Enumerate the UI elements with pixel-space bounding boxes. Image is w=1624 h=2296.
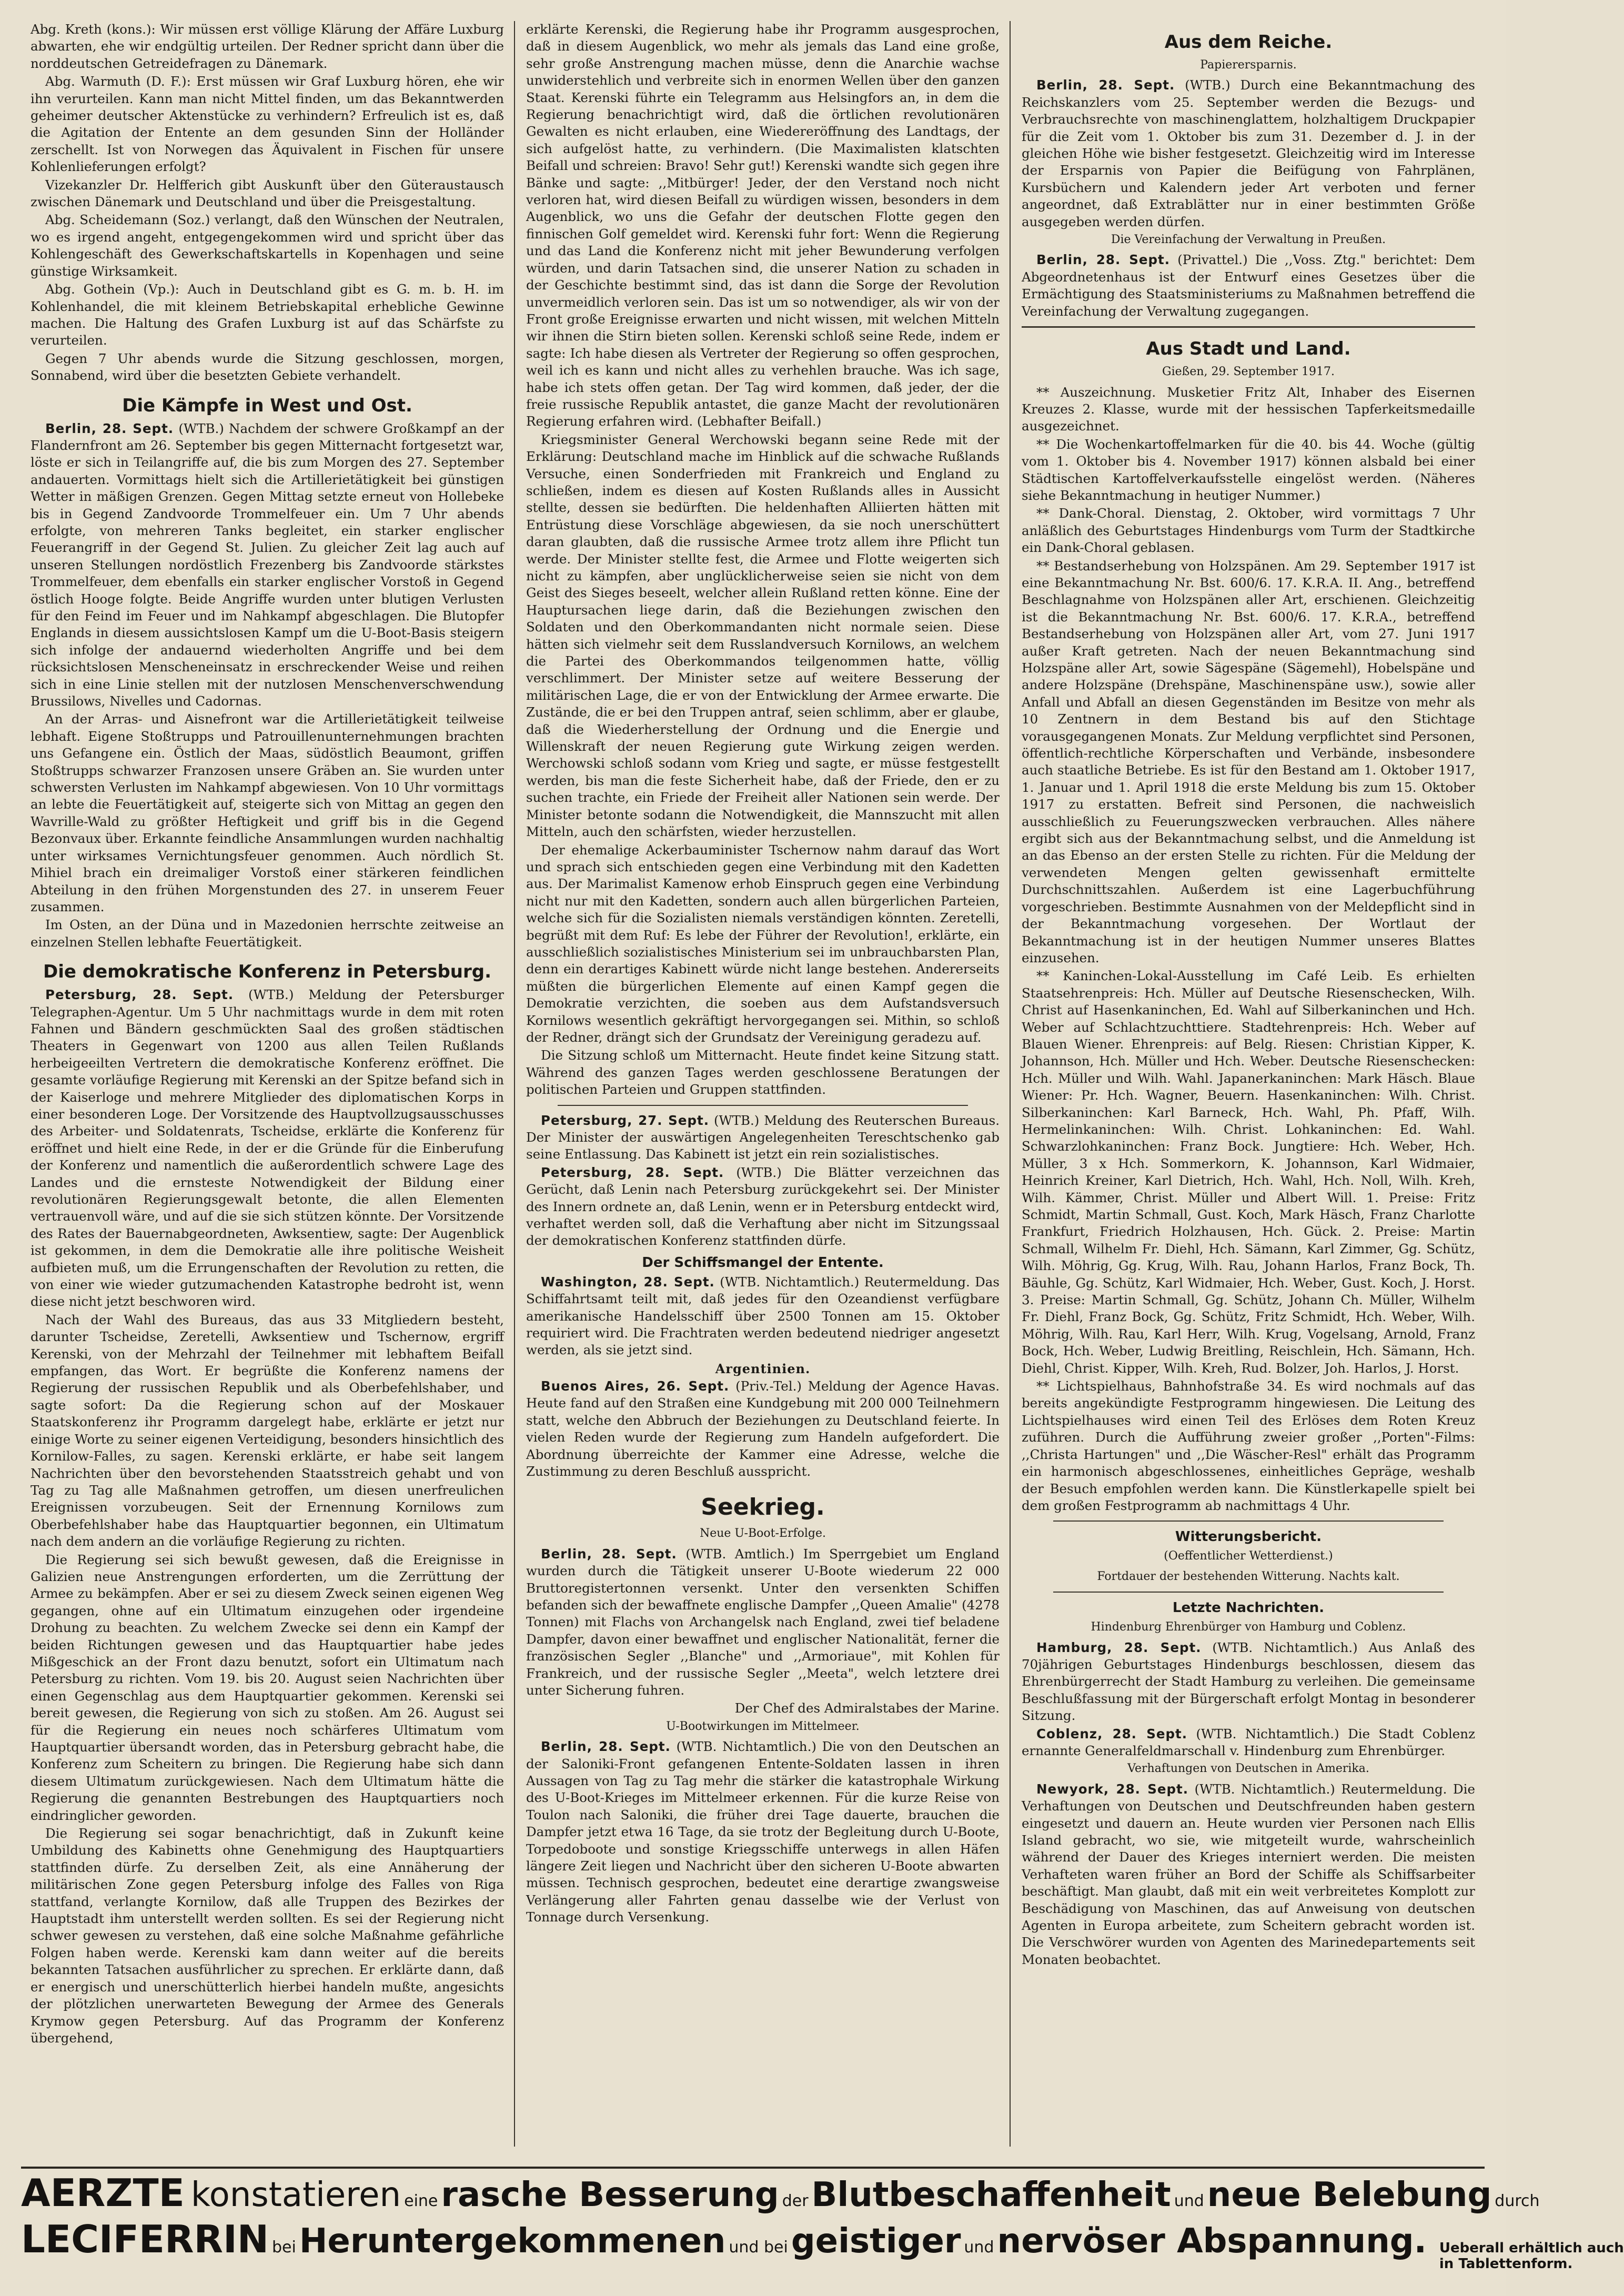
paragraph: Die Regierung sei sogar benachrichtigt, daß in Zukunft keine Umbildung des Kabinetts ohne Genehmigung des Hauptquartiers stattfinden dürfe. Zu derselben Zeit, als eine Annäherung der militärischen Zone gegen Petersburg infolge des Falles von Riga stattfand, verlangte Kornilow, daß alle Truppen des Bezirkes der Hauptstadt ihm unterstellt werden sollten. Es sei der Regierung nicht schwer gewesen zu verstehen, daß eine solche Maßnahme gefährliche Folgen haben werde. Kerenski kam dann weiter auf die bereits bekannten Tatsachen ausführlicher zu sprechen. Er erklärte dann, daß er energisch und unerschütterlich hierbei handeln mußte, angesichts der plötzlichen unerwarteten Bewegung der Armee des Generals Krymow gegen Petersburg. Auf das Programm der Konferenz übergehend, bbox=[31, 1826, 504, 2046]
ad-word: und bbox=[1174, 2192, 1204, 2210]
paragraph bbox=[1022, 1726, 1475, 1760]
divider bbox=[1053, 1592, 1444, 1593]
paragraph bbox=[526, 1274, 1000, 1359]
ad-word: Heruntergekommenen bbox=[299, 2222, 726, 2261]
dateline: Berlin, 28. Sept. bbox=[541, 1546, 677, 1562]
signature-line: Der Chef des Admiralstabes der Marine. bbox=[734, 1700, 1000, 1716]
paragraph-text: (WTB. Nichtamtlich.) Aus Anlaß des 70jährigen Geburtstages Hindenburgs beschlossen, diesem das Ehrenbürgerrecht der Stadt Hamburg zu verleihen. Die gemeinsame Beschlußfassung mit der Bürgerschaft erfolgt Montag in besonderer Sitzung. bbox=[1022, 1639, 1475, 1724]
paragraph: Abg. Scheidemann (Soz.) verlangt, daß den Wünschen der Neutralen, wo es irgend angeht, entgegengekommen wird und spricht über das Kohlengeschäft des Gewerkschaftskartells in Kopenhagen und seine günstige Wirksamkeit. bbox=[31, 212, 504, 279]
ad-word: nervöser Abspannung. bbox=[997, 2222, 1427, 2261]
paragraph bbox=[1022, 1781, 1475, 1968]
ad-note bbox=[1439, 2240, 1624, 2272]
weather-service: (Oeffentlicher Wetterdienst.) bbox=[1164, 1549, 1333, 1563]
dateline: Petersburg, 27. Sept. bbox=[541, 1112, 710, 1128]
article-subheadline: Neue U-Boot-Erfolge. bbox=[699, 1527, 826, 1540]
paragraph: Abg. Warmuth (D. F.): Erst müssen wir Graf Luxburg hören, ehe wir ihn verurteilen. Kann man nicht Mittel finden, um das Bekanntwerden geheimer deutscher Aktenstücke zu verhindern? Erfreulich ist es, daß die Agitation der Entente an dem gesunden Sinn der Holländer zerschellt. Ist von Norwegen das Äquivalent in Fischen für unsere Kohlenlieferungen erfolgt? bbox=[31, 74, 504, 175]
dateline: Buenos Aires, 26. Sept. bbox=[541, 1378, 730, 1394]
ad-word: eine bbox=[404, 2192, 438, 2210]
paragraph: ** Dank-Choral. Dienstag, 2. Oktober, wird vormittags 7 Uhr anläßlich des Geburtstages Hindenburgs vom Turm der Stadtkirche ein Dank-Choral geblasen. bbox=[1022, 506, 1475, 556]
paragraph: Im Osten, an der Düna und in Mazedonien herrschte zeitweise an einzelnen Stellen lebhafte Feuertätigkeit. bbox=[31, 917, 504, 950]
paragraph-text: (WTB. Nichtamtlich.) Reutermeldung. Die Verhaftungen von Deutschen und Deutschfreunden haben gestern eingesetzt und dauern an. Heute wurden vier Personen nach Ellis Island gebracht, wo sie, wie mitgeteilt wurde, wahrscheinlich während der Dauer des Krieges interniert werden. Die meisten Verhafteten waren früher an Bord der Schiffe als Schiffsarbeiter beschäftigt. Man glaubt, daß mit ein weit verbreitetes Komplott zur Beschädigung von Maschinen, das auf Anweisung von deutschen Agenten in Europa arbeitete, zum Scheitern gebracht worden ist. Die Verschwörer wurden von Agenten des Marinedepartements seit Monaten beobachtet. bbox=[1022, 1781, 1475, 1967]
paragraph: Gegen 7 Uhr abends wurde die Sitzung geschlossen, morgen, Sonnabend, wird über die besetzten Gebiete verhandelt. bbox=[31, 350, 504, 384]
paragraph: Die Sitzung schloß um Mitternacht. Heute findet keine Sitzung statt. Während des ganzen Tages werden geschlossene Beratungen der politischen Parteien und Gruppen stattfinden. bbox=[526, 1048, 1000, 1097]
column-3 bbox=[1022, 21, 1475, 2152]
article-headline: Die demokratische Konferenz in Petersburg. bbox=[43, 961, 492, 983]
paragraph bbox=[526, 1546, 1000, 1699]
dateline: Coblenz, 28. Sept. bbox=[1036, 1726, 1188, 1741]
paragraph-text: (WTB.) Durch eine Bekanntmachung des Reichskanzlers vom 25. September werden die Bezugs- und Verbrauchsrechte von maschinenglattem, holzhaltigem Druckpapier für die Zeit vom 1. Oktober bis zum 31. Dezember d. J. in der gleichen Höhe wie bisher festgesetzt. Gleichzeitig wird im Interesse der Ersparnis von Papier die Beifügung von Fahrplänen, Kursbüchern und Kalendern jeder Art verboten und ferner angeordnet, daß Extrablätter nur in einer bestimmten Größe ausgegeben werden dürfen. bbox=[1022, 77, 1475, 229]
ad-word: rasche Besserung bbox=[441, 2176, 779, 2214]
divider bbox=[1053, 1520, 1444, 1522]
ad-word: und bei bbox=[729, 2238, 788, 2257]
paragraph: erklärte Kerenski, die Regierung habe ihr Programm ausgesprochen, daß in diesem Augenblick, wo mehr als jemals das Land eine große, sehr große Anstrengung machen müsse, denn die Anarchie wachse unwiderstehlich und verbreite sich in enormen Wellen über den ganzen Staat. Kerenski führte ein Telegramm aus Helsingfors an, in dem die Regierung benachrichtigt wird, daß die örtlichen revolutionären Gewalten es nicht erlauben, eine Wiedereröffnung des Landtags, der sich aufgelöst hatte, zu verhindern. (Die Maximalisten klatschten Beifall und schreien: Bravo! Sehr gut!) Kerenski wandte sich gegen ihre Bänke und sagte: ,,Mitbürger! Jeder, der den Verstand noch nicht verloren hat, wird diesen Beifall zu würdigen wissen, besonders in dem Augenblick, wo uns die Gefahr der deutschen Flotte gegen den finnischen Golf gemeldet wird. Kerenski fuhr fort: Wenn die Regierung und das Land die Konferenz nicht mit jeher Bewunderung verfolgen würden, und darin Tatsachen sind, die unserer Nation zu schaden in der Geschichte bestimmt sind, das ist dann die Sorge der Revolution unvermeidlich verloren sein. Das ist um so notwendiger, als wir von der Front große Ereignisse erwarten und nicht wissen, mit welchen Mitteln wir ihnen die Stirn bieten sollen. Kerenski schloß seine Rede, indem er sagte: Ich habe diesen als Vertreter der Regierung so offen gesprochen, weil ich es kann und nicht alles zu verhehlen brauche. Was ich sage, habe ich stets offen getan. Der Tag wird kommen, daß jeder, der die freie russische Republik antastet, die ganze Macht der revolutionären Regierung erfahren wird. (Lebhafter Beifall.) bbox=[526, 22, 1000, 429]
paragraph: Kriegsminister General Werchowski begann seine Rede mit der Erklärung: Deutschland mache im Hinblick auf die schwache Rußlands Versuche, einen Sonderfrieden mit Frankreich und England zu schließen, indem es diesen auf Kosten Rußlands alles in Aussicht stellte, dessen sie bedürften. Die heldenhaften Alliierten hätten mit Entrüstung diese Vorschläge abgewiesen, da sie noch unerschüttert daran glaubten, daß die russische Armee trotz allem ihre Pflicht tun werde. Der Minister stellte fest, die Armee und Flotte weigerten sich nicht zu kämpfen, aber unglücklicherweise seien sie nicht von dem Geist des Sieges beseelt, welcher allein Rußland retten könne. Eine der Hauptursachen liege darin, daß die Beziehungen zwischen den Soldaten und den Oberkommandanten nicht normale seien. Diese hätten sich vielmehr seit dem Russlandversuch Kornilows, an welchem die Partei des Oberkommandos teilgenommen hatte, völlig verschlimmert. Der Minister setze auf weitere Besserung der militärischen Lage, die er von der Entwicklung der Armee erwarte. Die Zustände, die er bei den Truppen antraf, seien schlimm, aber er glaube, daß die Wiederherstellung der Ordnung und die Energie und Willenskraft der neuen Regierung gute Wirkung zeigen werden. Werchowski schloß sodann vom Krieg und sagte, er müsse festgestellt werden, bis man die feste Sicherheit habe, daß der Friede, den er zu suchen trachte, ein Friede der Freiheit aller Nationen sein werde. Der Minister betonte sodann die Notwendigkeit, die Mannszucht mit allen Mitteln, auch den schärfsten, wieder herzustellen. bbox=[526, 431, 1000, 840]
article-subheadline: Papierersparnis. bbox=[1200, 58, 1297, 72]
ad-product-name: LECIFERRIN bbox=[21, 2217, 269, 2261]
paragraph: Der ehemalige Ackerbauminister Tschernow nahm darauf das Wort und sprach sich entschieden gegen eine Verbindung mit den Kadetten aus. Der Marimalist Kamenow erhob Einspruch gegen eine Verbindung nicht nur mit den Kadetten, sondern auch allen bürgerlichen Parteien, welche sich für die Sozialisten niemals verständigen könnten. Zeretelli, begrüßt mit dem Ruf: Es lebe der Führer der Revolution!, erklärte, ein ausschließlich sozialistisches Ministerium sei im unbrauchbarsten Plan, denn ein derartiges Kabinett würde nicht lange bestehen. Andererseits müßten die bürgerlichen Elemente auf einen Kampf gegen die Demokratie verzichten, die soeben aus dem Aufstandsversuch Kornilows wesentlich gekräftigt hervorgegangen sei. Mithin, so schloß der Redner, drängt sich der Grundsatz der Vereinigung geradezu auf. bbox=[526, 842, 1000, 1045]
ad-word: und bbox=[964, 2238, 994, 2257]
paragraph: Vizekanzler Dr. Helfferich gibt Auskunft über den Güteraustausch zwischen Dänemark und Deutschland und über die Preisgestaltung. bbox=[31, 177, 504, 210]
article-subheadline: U-Bootwirkungen im Mittelmeer. bbox=[666, 1719, 860, 1733]
section-headline: Seekrieg. bbox=[701, 1494, 825, 1521]
paragraph: ** Die Wochenkartoffelmarken für die 40. bis 44. Woche (gültig vom 1. Oktober bis 4. November 1917) können alsbald bei einer Städtischen Kartoffelverkaufsstelle eingelöst werden. (Näheres siehe Bekanntmachung in heutiger Nummer.) bbox=[1022, 436, 1475, 503]
column-1 bbox=[31, 21, 504, 2152]
paragraph: Nach der Wahl des Bureaus, das aus 33 Mitgliedern besteht, darunter Tscheidse, Zeretelli, Awksentiew und Tschernow, ergriff Kerenski, von der Mehrzahl der Teilnehmer mit lebhaftem Beifall empfangen, das Wort. Er begrüßte die Konferenz namens der Regierung der russischen Republik und als Oberbefehlshaber, und sagte sofort: Da die Regierung schon auf der Moskauer Staatskonferenz ihr Programm dargelegt habe, erklärte er jetzt nur einige Worte zu seiner eigenen Verteidigung, besonders hinsichtlich des Kornilow-Falles, zu sagen. Kerenski erklärte, er habe seit langem Nachrichten über den bevorstehenden Staatsstreich gehabt und von Tag zu Tag alle Maßnahmen getroffen, um diesen unerfreulichen Ereignissen vorzubeugen. Seit der Ernennung Kornilows zum Oberbefehlshaber habe das Hauptquartier begonnen, ein Ultimatum nach dem andern an die vorläufige Regierung zu richten. bbox=[31, 1312, 504, 1549]
paragraph: An der Arras- und Aisnefront war die Artillerietätigkeit teilweise lebhaft. Eigene Stoßtrupps und Patrouillenunternehmungen brachten uns Gefangene ein. Östlich der Maas, südöstlich Beaumont, griffen Stoßtrupps schwarzer Franzosen unsere Gräben an. Sie wurden unter schwersten Verlusten im Nahkampf abgewiesen. Von 10 Uhr vormittags an lebte die Feuertätigkeit auf, steigerte sich von Mittag an gegen den Wavrille-Wald zu größter Heftigkeit und griff bis in die Gegend Bezonvaux über. Erkannte feindliche Ansammlungen wurden nachhaltig unter wirksames Vernichtungsfeuer genommen. Auch nördlich St. Mihiel brach ein dreimaliger Vorstoß einer stärkeren feindlichen Abteilung in den frühen Morgenstunden des 27. in unserem Feuer zusammen. bbox=[31, 711, 504, 914]
ad-note-line: in Tablettenform. bbox=[1439, 2256, 1573, 2272]
paragraph-text: (WTB. Nichtamtlich.) Die von den Deutschen an der Saloniki-Front gefangenen Entente-Soldaten lassen in ihren Aussagen von Tag zu Tag mehr die stärker die katastrophale Wirkung des U-Boot-Krieges im Mittelmeer erkennen. Für die kurze Reise von Toulon nach Saloniki, die früher drei Tage dauerte, brauchen die Dampfer jetzt etwa 16 Tage, da sie trotz der Begleitung durch U-Boote, Torpedoboote und sonstige Kriegsschiffe unterwegs in allen Häfen längere Zeit liegen und Nachricht über den sicheren U-Boote abwarten müssen. Technisch gesprochen, bedeutet eine derartige zwangsweise Verlängerung aller Fahrten genau dasselbe wie der Verlust von Tonnage durch Versenkung. bbox=[526, 1739, 1000, 1925]
article-subheadline: Verhaftungen von Deutschen in Amerika. bbox=[1127, 1762, 1369, 1776]
ad-word: durch bbox=[1495, 2192, 1540, 2210]
paragraph-text: (WTB. Nichtamtlich.) Die Stadt Coblenz ernannte Generalfeldmarschall v. Hindenburg zum Ehrenbürger. bbox=[1022, 1726, 1475, 1758]
weather-forecast: Fortdauer der bestehenden Witterung. Nachts kalt. bbox=[1097, 1569, 1400, 1583]
divider bbox=[1022, 326, 1475, 328]
article-subheadline: Die Vereinfachung der Verwaltung in Preußen. bbox=[1111, 233, 1386, 247]
dateline: Berlin, 28. Sept. bbox=[1036, 252, 1171, 268]
ad-line bbox=[21, 2171, 1540, 2215]
paragraph: Abg. Kreth (kons.): Wir müssen erst völlige Klärung der Affäre Luxburg abwarten, ehe wir endgültig urteilen. Der Redner spricht dann über die norddeutschen Getreidefragen zu Dänemark. bbox=[31, 22, 504, 71]
article-headline: Der Schiffsmangel der Entente. bbox=[642, 1254, 884, 1271]
paragraph: ** Lichtspielhaus, Bahnhofstraße 34. Es wird nochmals auf das bereits angekündigte Festprogramm hingewiesen. Die Leitung des Lichtspielhauses wird einen Teil des Erlöses dem Roten Kreuz zuführen. Durch die Aufführung zweier großer ,,Porten"-Films: ,,Christa Hartungen" und ,,Die Wäscher-Resl" erhält das Programm ein harmonisch abgeschlossenes, einheitliches Gepräge, weshalb der Besuch empfohlen werden kann. Die Künstlerkapelle spielt bei dem großen Festprogramm ab nachmittags 4 Uhr. bbox=[1022, 1378, 1475, 1513]
paragraph-text: (WTB.) Die Blätter verzeichnen das Gerücht, daß Lenin nach Petersburg zurückgekehrt sei. Der Minister des Innern ordnete an, daß Lenin, wenn er in Petersburg entdeckt wird, verhaftet werden soll, daß die Verhaftung aber nicht im Sitzungssaal der demokratischen Konferenz stattfinden dürfe. bbox=[526, 1164, 1000, 1248]
column-rule bbox=[1010, 21, 1011, 2147]
section-headline: Aus dem Reiche. bbox=[1164, 32, 1333, 53]
paragraph bbox=[526, 1738, 1000, 1926]
ad-note-line: Ueberall erhältlich auch bbox=[1439, 2240, 1624, 2256]
paragraph-text: (WTB.) Nachdem der schwere Großkampf an der Flandernfront am 26. September bis gegen Mitternacht fortgesetzt war, löste er sich in Teilangriffe auf, die bis zum Morgen des 27. September andauerten. Vormittags hielt sich die Artillerietätigkeit bei günstigen Wetter in mäßigen Grenzen. Gegen Mittag setzte erneut von Hollebeke bis in Gegend Zandvoorde Trommelfeuer ein. Um 7 Uhr abends erfolgte, von mehreren Tanks begleitet, ein starker englischer Feuerangriff in der Gegend St. Julien. Zu gleicher Zeit lag auch auf unseren Stellungen nordöstlich Frezenberg bis Zandvoorde stärkstes Trommelfeuer, dem ebenfalls ein starker englischer Vorstoß in Gegend östlich Hooge folgte. Beide Angriffe wurden unter blutigen Verlusten für den Feind im Feuer und im Nahkampf abgeschlagen. Die Blutopfer Englands in diesem aussichtslosen Kampf um die U-Boot-Basis steigern sich infolge der andauernd wiederholten Angriffe und bei dem rücksichtslosen Menscheneinsatz in erschreckender Weise und reihen sich in eine Linie stellen mit der nutzlosen Menschenverschwendung Brussilows, Nivelles und Cadornas. bbox=[31, 420, 504, 709]
ad-word: neue Belebung bbox=[1207, 2176, 1492, 2214]
paragraph-text: (WTB. Amtlich.) Im Sperrgebiet um England wurden durch die Tätigkeit unserer U-Boote wiederum 22 000 Bruttoregistertonnen versenkt. Unter den versenkten Schiffen befanden sich der bewaffnete englische Dampfer ,,Queen Amalie" (4278 Tonnen) mit Flachs von Archangelsk nach England, zwei tief beladene Dampfer, davon einer bewaffnet und englischer Nationalität, ferner die französischen Segler ,,Blanche" und ,,Armoriaue", mit Kohlen für Frankreich, und der russische Segler ,,Meeta", welch letztere drei unter Sicherung fuhren. bbox=[526, 1546, 1000, 1698]
dateline: Hamburg, 28. Sept. bbox=[1036, 1639, 1202, 1655]
paragraph-text: (WTB. Nichtamtlich.) Reutermeldung. Das Schiffahrtsamt teilt mit, daß jedes für den Ozeandienst verfügbare amerikanische Handelsschiff über 2500 Tonnen am 15. Oktober requiriert wird. Die Frachtraten werden bedeutend niedriger angesetzt werden, als sie jetzt sind. bbox=[526, 1274, 1000, 1358]
ad-word: konstatieren bbox=[190, 2176, 401, 2214]
ad-line bbox=[21, 2217, 1624, 2272]
place-dateline: Gießen, 29. September 1917. bbox=[1162, 365, 1335, 379]
column-2 bbox=[526, 21, 1000, 2152]
paragraph: Die Regierung sei sich bewußt gewesen, daß die Ereignisse in Galizien neue Anstrengungen erforderten, um die Zerrüttung der Armee zu bekämpfen. Aber er sei zu diesem Zweck seinen eigenen Weg gegangen, ohne auf ein Ultimatum einzugehen oder irgendeine Drohung zu beachten. Zu welchem Zwecke sei denn ein Kampf der beiden Richtungen gewesen und das Hauptquartier habe jedes Mißgeschick an der Front dazu benutzt, sofort ein Ultimatum nach Petersburg zu richten. Vom 19. bis 20. August seien Nachrichten über einen Gegenschlag aus dem Hauptquartier gekommen. Kerenski sei bereit gewesen, die Regierung von sich zu stoßen. Am 26. August sei für die Regierung ein neues noch schärferes Ultimatum vom Hauptquartier übersandt worden, das in Petersburg gebracht habe, die Konferenz zum Scheitern zu bringen. Die Regierung habe sich dann diesem Ultimatum zurückgewiesen. Nach dem Ultimatum hätte die Regierung die genannten Bestrebungen des Hauptquartiers noch eindringlicher geworden. bbox=[31, 1552, 504, 1823]
dateline: Berlin, 28. Sept. bbox=[45, 420, 174, 436]
ad-word: Blutbeschaffenheit bbox=[811, 2176, 1171, 2214]
section-headline: Aus Stadt und Land. bbox=[1146, 338, 1351, 360]
ad-word: geistiger bbox=[791, 2222, 961, 2261]
paragraph bbox=[526, 1378, 1000, 1480]
paragraph bbox=[1022, 251, 1475, 320]
dateline: Berlin, 28. Sept. bbox=[541, 1739, 671, 1755]
article-subheadline: Hindenburg Ehrenbürger von Hamburg und Coblenz. bbox=[1091, 1620, 1406, 1634]
dateline: Newyork, 28. Sept. bbox=[1036, 1781, 1189, 1797]
dateline: Berlin, 28. Sept. bbox=[1036, 77, 1175, 93]
dateline: Petersburg, 28. Sept. bbox=[541, 1164, 724, 1180]
paragraph bbox=[31, 420, 504, 710]
paragraph bbox=[526, 1112, 1000, 1163]
paragraph-text: (Privattel.) Die ,,Voss. Ztg." berichtet: Dem Abgeordnetenhaus ist der Entwurf eines Gesetzes über die Ermächtigung des Staatsministeriums zu Maßnahmen betreffend die Vereinfachung der Verwaltung zugegangen. bbox=[1022, 252, 1475, 319]
dateline: Washington, 28. Sept. bbox=[541, 1274, 715, 1290]
paragraph bbox=[31, 986, 504, 1311]
column-rule bbox=[514, 21, 515, 2147]
paragraph-text: (Priv.-Tel.) Meldung der Agence Havas. Heute fand auf den Straßen eine Kundgebung mit 200 000 Teilnehmern statt, welche den Abbruch der Beziehungen zu Deutschland feierte. In vielen Reden wurde der Regierung zum Handeln aufgefordert. Die Abordnung überreichte der Kammer eine Adresse, welche die Zustimmung zu deren Beschluß ausspricht. bbox=[526, 1378, 1000, 1479]
paragraph bbox=[526, 1164, 1000, 1250]
article-headline: Die Kämpfe in West und Ost. bbox=[122, 395, 412, 416]
paragraph: ** Auszeichnung. Musketier Fritz Alt, Inhaber des Eisernen Kreuzes 2. Klasse, wurde mit der hessischen Tapferkeitsmedaille ausgezeichnet. bbox=[1022, 384, 1475, 434]
dateline: Petersburg, 28. Sept. bbox=[45, 987, 234, 1003]
article-headline: Argentinien. bbox=[715, 1361, 811, 1376]
paragraph bbox=[1022, 77, 1475, 230]
section-headline: Witterungsbericht. bbox=[1175, 1529, 1322, 1545]
paragraph-text: (WTB.) Meldung des Reuterschen Bureaus. Der Minister der auswärtigen Angelegenheiten Tereschtschenko gab seine Entlassung. Das Kabinett ist jetzt ein rein sozialistisches. bbox=[526, 1112, 1000, 1162]
paragraph: ** Kaninchen-Lokal-Ausstellung im Café Leib. Es erhielten Staatsehrenpreis: Hch. Müller auf Deutsche Riesenschecken, Wilh. Christ auf Hasenkaninchen, Ed. Wahl auf Silberkaninchen und Hch. Weber auf Schlachtzuchttiere. Stadtehrenpreis: Hch. Weber auf Blauen Wiener. Ehrenpreis: auf Belg. Riesen: Christian Kipper, K. Johannson, Hch. Müller und Hch. Weber. Deutsche Riesenschecken: Hch. Müller und Wilh. Wahl. Japanerkaninchen: Mark Häsch. Blaue Wiener: Pr. Hch. Wagner, Beuern. Hasenkaninchen: Wilh. Christ. Silberkaninchen: Karl Barneck, Hch. Wahl, Ph. Pfaff, Wilh. Hermelinkaninchen: Wilh. Christ. Lohkaninchen: Ed. Wahl. Schwarzlohkaninchen: Franz Bock. Jungtiere: Hch. Weber, Hch. Müller, 3 x Hch. Sommerkorn, K. Johannson, Karl Widmaier, Heinrich Kreiner, Karl Dietrich, Hch. Wahl, Hch. Noll, Wilh. Kreh, Wilh. Kämmer, Christ. Müller und Albert Will. 1. Preise: Fritz Schmidt, Martin Schmall, Gust. Koch, Mark Häsch, Franz Charlotte Frankfurt, Friedrich Holzhausen, Hch. Gück. 2. Preise: Martin Schmall, Wilhelm Fr. Diehl, Hch. Sämann, Karl Zimmer, Gg. Schütz, Wilh. Möhrig, Gg. Krug, Wilh. Rau, Johann Harlos, Franz Bock, Th. Bäuhle, Gg. Schütz, Karl Widmaier, Hch. Weber, Gust. Koch, J. Horst. 3. Preise: Martin Schmall, Gg. Schütz, Johann Ch. Müller, Wilhelm Fr. Diehl, Franz Bock, Gg. Schütz, Fritz Schmidt, Hch. Weber, Wilh. Möhrig, Wilh. Rau, Karl Herr, Wilh. Krug, Vogelsang, Arnold, Franz Bock, Hch. Weber, Ludwig Breitling, Reischlein, Hch. Sämann, Hch. Diehl, Christ. Kipper, Wilh. Kreh, Rud. Bolzer, Joh. Harlos, J. Horst. bbox=[1022, 968, 1475, 1376]
paragraph: Abg. Gothein (Vp.): Auch in Deutschland gibt es G. m. b. H. im Kohlenhandel, die mit kleinem Betriebskapital erhebliche Gewinne machen. Die Haltung des Grafen Luxburg ist auf das Schärfste zu verurteilen. bbox=[31, 281, 504, 348]
paragraph bbox=[1022, 1639, 1475, 1725]
ad-word: AERZTE bbox=[21, 2171, 185, 2215]
ad-word: der bbox=[782, 2192, 809, 2210]
section-headline: Letzte Nachrichten. bbox=[1172, 1600, 1325, 1616]
paragraph: ** Bestandserhebung von Holzspänen. Am 29. September 1917 ist eine Bekanntmachung Nr. Bst. 600/6. 17. K.R.A. II. Ang., betreffend Beschlagnahme von Holzspänen aller Art, erschienen. Gleichzeitig ist die Bekanntmachung Nr. Bst. 600/6. 17. K.R.A., betreffend Bestandserhebung von Holzspänen aller Art, vom 27. Juni 1917 außer Kraft getreten. Nach der neuen Bekanntmachung sind Holzspäne aller Art, sowie Sägespäne (Sägemehl), Hobelspäne und andere Holzspäne (Drehspäne, Maschinenspäne usw.), sowie aller Anfall und Abfall an diesen Gegenständen im Besitze von mehr als 10 Zentnern in dem Bestand bis auf den Stichtage vorausgegangenen Monats. Zur Meldung verpflichtet sind Personen, öffentlich-rechtliche Körperschaften und Verbände, insbesondere auch staatliche Betriebe. Es ist für den Bestand am 1. Oktober 1917, 1. Januar und 1. April 1918 die erste Meldung bis zum 15. Oktober 1917 zu erstatten. Befreit sind Personen, die nachweislich ausschließlich zu Feuerungszwecken verbrauchen. Alles nähere ergibt sich aus der Bekanntmachung selbst, und die Anmeldung ist an das Ebenso an der ersten Stelle zu richten. Für die Meldung der verwendeten Mengen gelten gewissenhaft ermittelte Durchschnittszahlen. Außerdem ist eine Lagerbuchführung vorgeschrieben. Bestimmte Ausnahmen von der Meldepflicht sind in der Bekanntmachung vorgesehen. Der Wortlaut der Bekanntmachung ist in der heutigen Nummer unseres Blattes einzusehen. bbox=[1022, 558, 1475, 965]
paragraph-text: (WTB.) Meldung der Petersburger Telegraphen-Agentur. Um 5 Uhr nachmittags wurde in dem mit roten Fahnen und Bändern geschmückten Saal des großen städtischen Theaters in Gegenwart von 1200 aus allen Teilen Rußlands herbeigeeilten Vertretern die demokratische Konferenz eröffnet. Die gesamte vorläufige Regierung mit Kerenski an der Spitze befand sich in der Kaiserloge und mehrere Mitglieder des diplomatischen Korps in einer besonderen Loge. Der Vorsitzende des Hauptvollzugsausschusses des Arbeiter- und Soldatenrats, Tscheidse, erklärte die Konferenz für eröffnet und hielt eine Rede, in der er die Gründe für die Einberufung der Konferenz und namentlich die außerordentlich schwere Lage des Landes und die ernsteste Notwendigkeit der Bildung einer revolutionären Regierungsgewalt betonte, die allen Elementen vertrauenvoll wäre, und auf die sie sich stützen könnte. Der Vorsitzende des Rates der Bauernabgeordneten, Awksentiew, sagte: Der Augenblick ist gekommen, in dem die Demokratie alle ihre politische Weisheit aufbieten muß, um die Errungenschaften der Revolution zu retten, die von einer wie wieder gutzumachenden Katastrophe bedroht ist, wenn diese nicht jetzt beschworen wird. bbox=[31, 987, 504, 1310]
ad-word: bei bbox=[272, 2238, 296, 2257]
divider bbox=[558, 1105, 968, 1106]
advertisement-banner bbox=[21, 2167, 1624, 2279]
